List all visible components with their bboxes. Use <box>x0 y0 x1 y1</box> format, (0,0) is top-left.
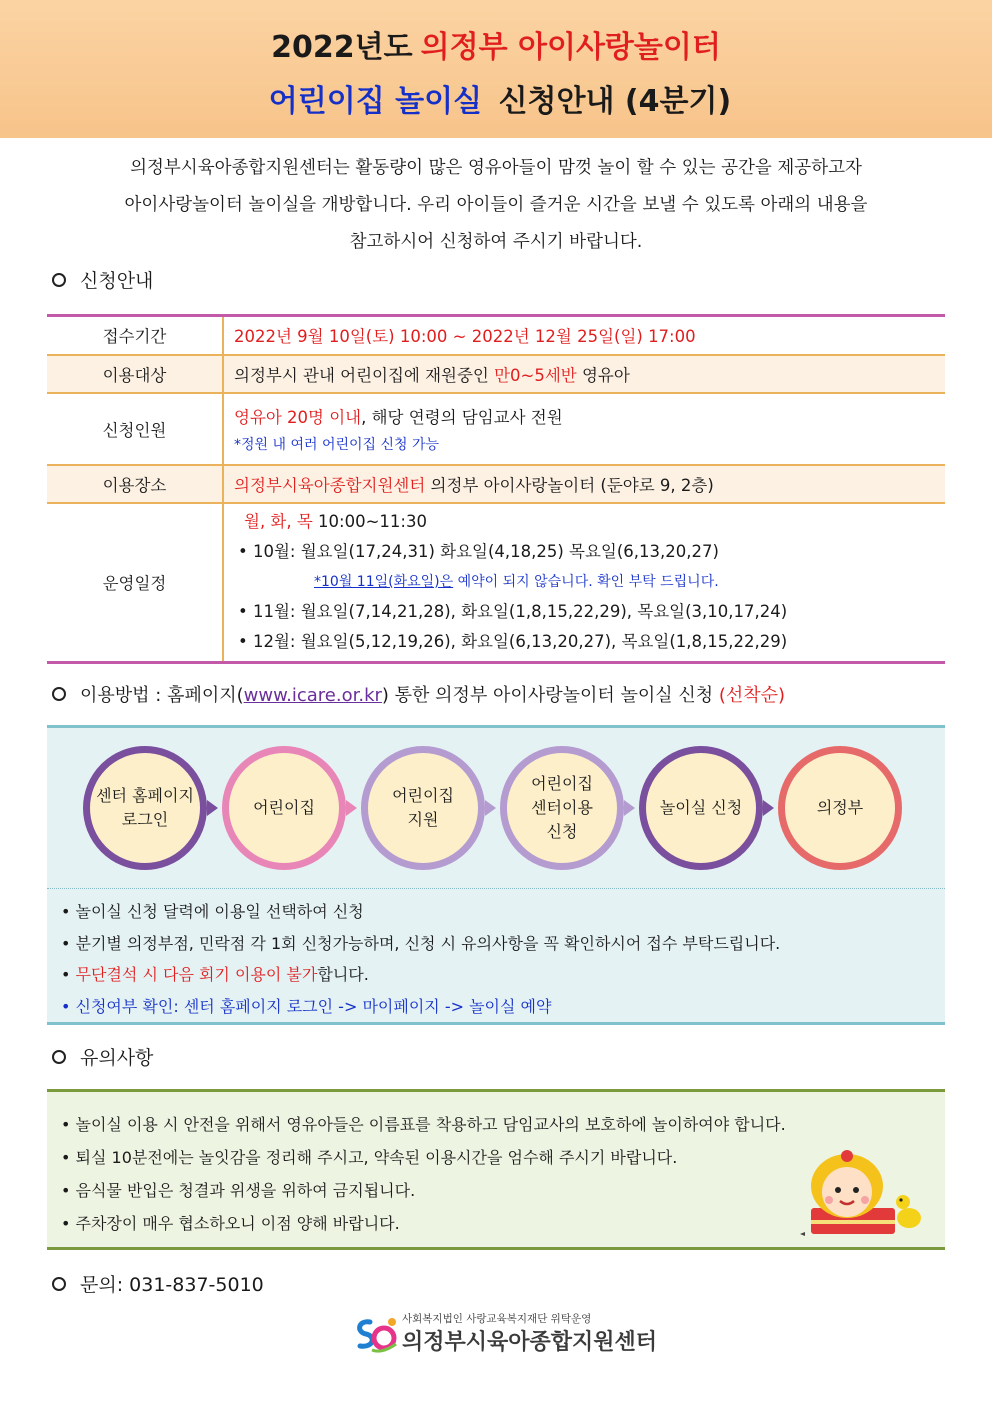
center-logo-icon <box>352 1314 400 1354</box>
method-prefix: 이용방법 : 홈페이지( <box>80 685 244 706</box>
place-center: 의정부시육아종합지원센터 <box>234 475 426 495</box>
process-step-label: 어린이집 지원 <box>392 786 454 829</box>
method-box <box>47 725 945 1025</box>
table-row-people <box>47 393 945 465</box>
notice-item: • 음식물 반입은 청결과 위생을 위하여 금지됩니다. <box>61 1181 416 1200</box>
section-apply-heading <box>52 266 153 293</box>
circle-bullet-icon <box>52 687 66 701</box>
notice-box <box>47 1089 945 1250</box>
contact-info <box>52 1270 264 1297</box>
schedule-november: • 11월: 월요일(7,14,21,28), 화요일(1,8,15,22,29), 목요일(3,10,17,24) <box>238 602 788 622</box>
table-row-period <box>47 316 945 355</box>
schedule-december: • 12월: 월요일(5,12,19,26), 화요일(6,13,20,27), 목요일(1,8,15,22,29) <box>238 632 788 652</box>
title-place: 의정부 아이사랑놀이터 <box>420 30 721 65</box>
process-step-label: 센터 홈페이지 로그인 <box>96 786 194 829</box>
method-first-come: (선착순) <box>718 685 786 706</box>
method-bullets <box>61 896 780 1022</box>
divider <box>47 888 945 889</box>
title-room: 어린이집 놀이실 <box>268 84 483 119</box>
table-row-schedule <box>47 503 945 663</box>
title-line-1 <box>0 22 992 66</box>
target-value <box>223 355 945 393</box>
row-label: 신청인원 <box>47 393 223 465</box>
section-apply-label: 신청안내 <box>80 270 154 292</box>
target-pre: 의정부시 관내 어린이집에 재원중인 <box>234 365 495 385</box>
no-show-rest: 합니다. <box>317 965 369 984</box>
arrow-right-icon <box>624 800 635 816</box>
people-note: *정원 내 여러 어린이집 신청 가능 <box>234 436 440 453</box>
intro-line: 의정부시육아종합지원센터는 활동량이 많은 영유아들이 맘껏 놀이 할 수 있는 공간을 제공하고자 <box>130 158 862 178</box>
no-show-warning: 무단결석 시 다음 회기 이용이 불가 <box>75 965 318 984</box>
child-illustration-icon <box>799 1148 925 1242</box>
row-label: 접수기간 <box>47 316 223 355</box>
title-line-2 <box>0 76 992 120</box>
arrow-right-icon <box>485 800 496 816</box>
arrow-right-icon <box>207 800 218 816</box>
method-bullet: • 놀이실 신청 달력에 이용일 선택하여 신청 <box>61 902 364 921</box>
process-step-label: 어린이집 <box>253 798 315 817</box>
contact-phone: 문의: 031-837-5010 <box>80 1274 264 1296</box>
process-step-2 <box>222 746 346 870</box>
center-logo <box>352 1310 672 1360</box>
schedule-value <box>223 503 945 663</box>
process-step-5 <box>639 746 763 870</box>
row-label: 운영일정 <box>47 503 223 663</box>
section-method-heading <box>52 681 785 707</box>
notice-item: • 놀이실 이용 시 안전을 위해서 영유아들은 이름표를 착용하고 담임교사의 보호하에 놀이하여야 합니다. <box>61 1115 786 1134</box>
people-post: , 해당 연령의 담임교사 전원 <box>361 407 563 427</box>
method-bullet: • 신청여부 확인: 센터 홈페이지 로그인 -> 마이페이지 -> 놀이실 예약 <box>61 996 552 1016</box>
arrow-right-icon <box>763 800 774 816</box>
homepage-link[interactable]: www.icare.or.kr <box>243 685 382 706</box>
process-step-label: 놀이실 신청 <box>659 798 743 817</box>
october-exception-date: *10월 11일(화요일)은 <box>314 574 454 591</box>
target-post: 영유아 <box>576 365 630 385</box>
info-table <box>47 314 945 664</box>
schedule-october-note <box>234 567 945 597</box>
process-step-6 <box>778 746 902 870</box>
schedule-october: • 10월: 월요일(17,24,31) 화요일(4,18,25) 목요일(6,13,20,27) <box>238 542 719 562</box>
intro-line: 참고하시어 신청하여 주시기 바랍니다. <box>349 232 643 252</box>
row-label: 이용장소 <box>47 465 223 503</box>
title-year: 2022년도 <box>271 30 413 65</box>
section-notice-heading <box>52 1043 153 1070</box>
circle-bullet-icon <box>52 273 66 287</box>
method-middle: ) 통한 의정부 아이사랑놀이터 놀이실 신청 <box>381 685 719 706</box>
intro-line: 아이사랑놀이터 놀이실을 개방합니다. 우리 아이들이 즐거운 시간을 보낼 수 있도록 아래의 내용을 <box>124 195 868 215</box>
process-step-1 <box>83 746 207 870</box>
method-bullet: • 분기별 의정부점, 민락점 각 1회 신청가능하며, 신청 시 유의사항을 꼭 확인하시어 접수 부탁드립니다. <box>61 933 781 953</box>
notice-list <box>61 1108 786 1240</box>
intro-text <box>60 150 932 261</box>
logo-center-name: 의정부시육아종합지원센터 <box>402 1330 658 1355</box>
place-value <box>223 465 945 503</box>
october-exception-text: 예약이 되지 않습니다. 확인 부탁 드립니다. <box>453 574 719 591</box>
target-age: 만0~5세반 <box>494 365 577 385</box>
people-limit: 영유아 20명 이내 <box>234 407 362 427</box>
period-value: 2022년 9월 10일(토) 10:00 ~ 2022년 12월 25일(일) 17:00 <box>234 327 696 347</box>
process-step-4 <box>500 746 624 870</box>
title-suffix: 신청안내 (4분기) <box>498 84 732 119</box>
table-row-place <box>47 465 945 503</box>
process-step-3 <box>361 746 485 870</box>
process-step-label: 의정부 <box>816 798 864 817</box>
schedule-days: 월, 화, 목 <box>244 512 313 532</box>
circle-bullet-icon <box>52 1050 66 1064</box>
logo-operator-text: 사회복지법인 사랑교육복지재단 위탁운영 <box>402 1313 592 1325</box>
schedule-time: 10:00~11:30 <box>312 512 427 532</box>
circle-bullet-icon <box>52 1277 66 1291</box>
notice-item: • 주차장이 매우 협소하오니 이점 양해 바랍니다. <box>61 1214 400 1233</box>
table-row-target <box>47 355 945 393</box>
people-value <box>223 393 945 465</box>
title-banner <box>0 0 992 138</box>
row-label: 이용대상 <box>47 355 223 393</box>
notice-item: • 퇴실 10분전에는 놀잇감을 정리해 주시고, 약속된 이용시간을 엄수해 주시기 바랍니다. <box>61 1148 678 1167</box>
arrow-right-icon <box>346 800 357 816</box>
section-notice-label: 유의사항 <box>80 1047 154 1069</box>
process-step-label: 어린이집 센터이용 신청 <box>531 774 593 841</box>
place-post: 의정부 아이사랑놀이터 (둔야로 9, 2층) <box>425 475 714 495</box>
method-bullet: • 무단결석 시 다음 회기 이용이 불가합니다. <box>61 965 369 984</box>
